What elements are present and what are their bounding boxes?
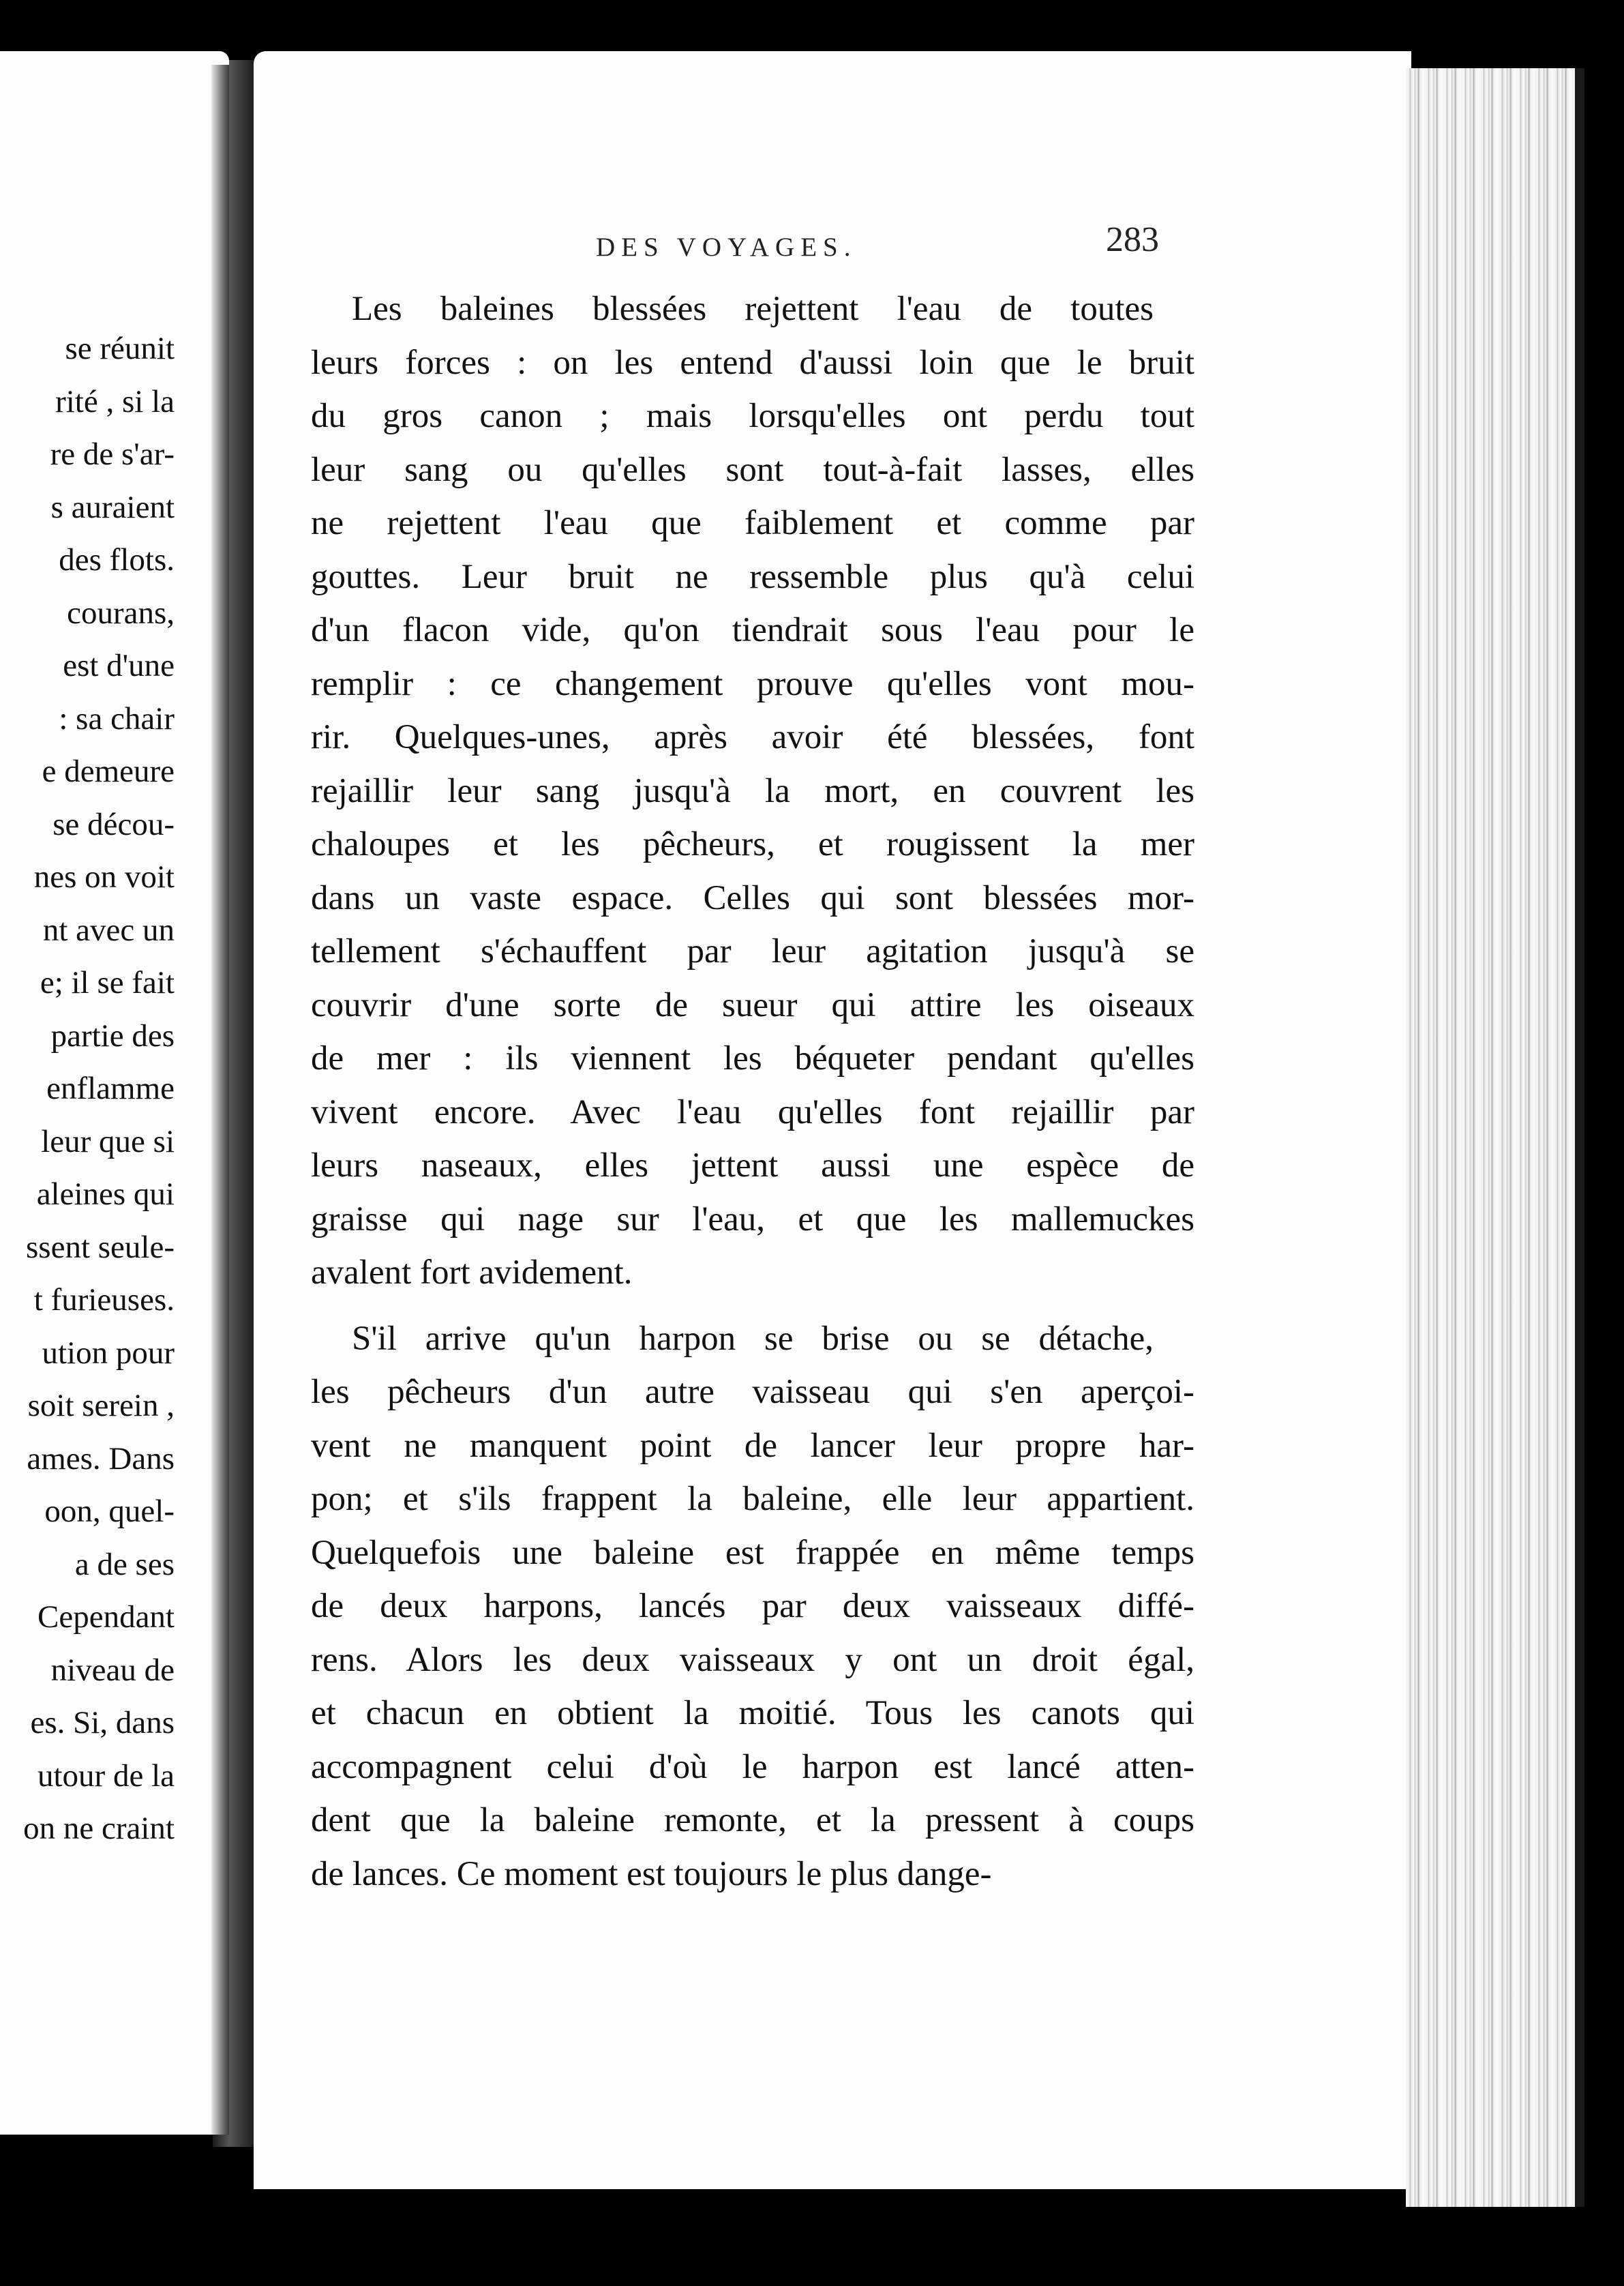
left-page-line: nt avec un — [42, 912, 175, 948]
text-line: vent ne manquent point de lancer leur propre har- — [311, 1426, 1194, 1465]
left-page-line: enflamme — [46, 1071, 175, 1106]
left-page-line: ames. Dans — [27, 1440, 175, 1476]
left-page-line: ssent seule- — [26, 1229, 175, 1265]
left-page-line: nes on voit — [33, 859, 175, 895]
paragraph-gap — [311, 1300, 1194, 1312]
text-line: accompagnent celui d'où le harpon est lancé atten- — [311, 1747, 1194, 1786]
left-page-line: partie des — [50, 1018, 175, 1054]
text-line: pon; et s'ils frappent la baleine, elle leur appartient. — [311, 1480, 1194, 1518]
text-line: rens. Alors les deux vaisseaux y ont un droit égal, — [311, 1640, 1194, 1679]
left-page-line: on ne craint — [23, 1811, 175, 1846]
text-line: remplir : ce changement prouve qu'elles vont mou- — [311, 664, 1194, 703]
page-fore-edge — [1406, 68, 1584, 2207]
left-page-line: soit serein , — [27, 1388, 175, 1423]
text-line: Quelquefois une baleine est frappée en même temps — [311, 1533, 1194, 1572]
text-line: vivent encore. Avec l'eau qu'elles font rejaillir par — [311, 1093, 1194, 1131]
text-line: et chacun en obtient la moitié. Tous les canots qui — [311, 1694, 1194, 1732]
text-line: du gros canon ; mais lorsqu'elles ont perdu tout — [311, 397, 1194, 435]
left-page-line: niveau de — [50, 1652, 175, 1688]
left-page-binding-shadow — [211, 65, 229, 2135]
left-page-line: e demeure — [42, 754, 175, 789]
left-page-text — [23, 323, 175, 1856]
running-head: DES VOYAGES. — [596, 233, 857, 262]
left-page-line: t furieuses. — [33, 1282, 175, 1318]
left-page-line: se décou- — [52, 806, 175, 842]
paragraph — [311, 282, 1194, 1300]
text-line: chaloupes et les pêcheurs, et rougissent la mer — [311, 825, 1194, 863]
left-page-line: Cependant — [37, 1599, 175, 1635]
page-number: 283 — [1106, 220, 1159, 259]
left-page-line: oon, quel- — [44, 1494, 175, 1529]
left-page-line: s auraient — [50, 489, 175, 525]
text-line: tellement s'échauffent par leur agitation jusqu'à se — [311, 932, 1194, 970]
left-page-line: est d'une — [63, 648, 175, 683]
paragraph — [311, 1312, 1194, 1901]
left-page — [0, 51, 229, 2135]
left-page-line: courans, — [67, 595, 175, 631]
text-line: de lances. Ce moment est toujours le plus dange- — [311, 1854, 992, 1893]
left-page-line: utour de la — [37, 1757, 175, 1794]
text-line: leurs naseaux, elles jettent aussi une espèce de — [311, 1146, 1194, 1185]
body-text — [311, 282, 1194, 1901]
left-page-line: aleines qui — [36, 1176, 175, 1212]
text-line: dent que la baleine remonte, et la pressent à coups — [311, 1801, 1194, 1839]
text-line: rejaillir leur sang jusqu'à la mort, en couvrent les — [311, 771, 1194, 810]
left-page-line: re de s'ar- — [50, 436, 175, 472]
text-line: avalent fort avidement. — [311, 1253, 633, 1292]
left-page-line: ution pour — [42, 1335, 175, 1371]
left-page-line: : sa chair — [59, 700, 175, 737]
fore-edge-shadow — [1575, 68, 1584, 2207]
left-page-line: des flots. — [59, 542, 175, 578]
text-line: couvrir d'une sorte de sueur qui attire les oiseaux — [311, 985, 1194, 1024]
left-page-line: e; il se fait — [40, 965, 175, 1000]
text-line: ne rejettent l'eau que faiblement et comme par — [311, 504, 1194, 542]
text-line: dans un vaste espace. Celles qui sont blessées mor- — [311, 878, 1194, 917]
text-line: Les baleines blessées rejettent l'eau de toutes — [352, 290, 1154, 328]
left-page-line: a de ses — [74, 1546, 175, 1582]
text-line: rir. Quelques-unes, après avoir été blessées, font — [311, 718, 1194, 756]
text-line: les pêcheurs d'un autre vaisseau qui s'en aperçoi- — [311, 1373, 1194, 1411]
text-line: graisse qui nage sur l'eau, et que les mallemuckes — [311, 1200, 1194, 1238]
text-line: leurs forces : on les entend d'aussi loin que le bruit — [311, 343, 1194, 382]
left-page-line: se réunit — [65, 331, 175, 366]
left-page-line: es. Si, dans — [30, 1705, 175, 1740]
left-page-line: leur que si — [41, 1123, 175, 1159]
text-line: de mer : ils viennent les béqueter pendant qu'elles — [311, 1039, 1194, 1078]
left-page-line: rité , si la — [55, 383, 175, 419]
text-line: de deux harpons, lancés par deux vaisseaux diffé- — [311, 1587, 1194, 1625]
text-line: d'un flacon vide, qu'on tiendrait sous l'eau pour le — [311, 611, 1194, 649]
text-line: gouttes. Leur bruit ne ressemble plus qu'à celui — [311, 557, 1194, 596]
text-line: leur sang ou qu'elles sont tout-à-fait lasses, elles — [311, 450, 1194, 489]
text-line: S'il arrive qu'un harpon se brise ou se détache, — [352, 1319, 1154, 1358]
